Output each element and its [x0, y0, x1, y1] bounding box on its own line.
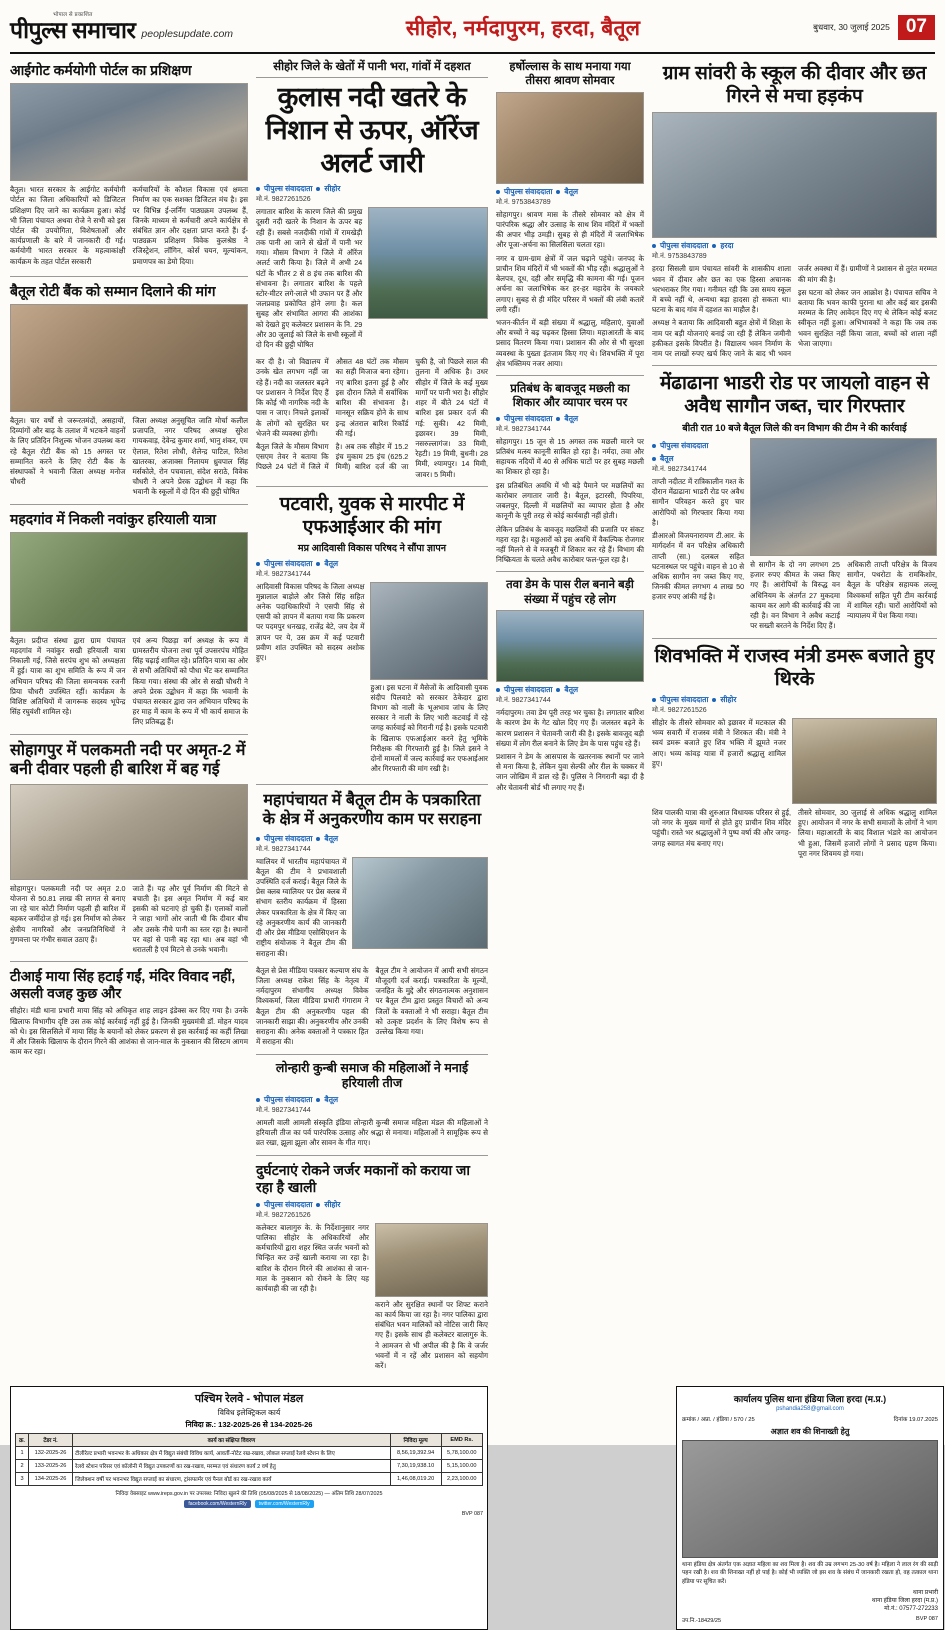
- byline-bullet-icon: [496, 190, 500, 194]
- byline-bullet-icon: [652, 444, 656, 448]
- article-palakmati-wall: [10, 741, 248, 956]
- column-4: [652, 60, 937, 1374]
- ad-title: पश्चिम रेलवे - भोपाल मंडल: [194, 1393, 304, 1406]
- article-body: नर्मदापुरम। तवा डेम पूरी तरह भर चुका है। लगातार बारिश के कारण डेम के गेट खोल दिए गए हैं। जलस्तर बढ़ने के कारण प्रशासन ने चेतावनी जारी की है। इसके बावजूद बड़ी संख्या में लोग रील बनाने के लिए डेम के पास पहुंच रहे हैं।: [496, 708, 644, 748]
- article-body: डीआरओ विजयनारायण टी.आर. के मार्गदर्शन में वन परिक्षेत्र अधिकारी ताप्ती (सा.) दलबल सहित घटनास्थल पर पहुंचे। वाहन से 10 से अधिक सागौन नग जब्त किए गए, जिनकी कीमत लगभग 4 लाख 50 हजार रुपए आंकी गई है।: [652, 531, 745, 602]
- publication-logo: [10, 13, 135, 42]
- ad-footnote: निविदा वेबसाइट www.ireps.gov.in पर उपलब्ध: निविदा खुलने की तिथि (05/08/2025 से 18/08/2025) — अंतिम तिथि 28/07/2025: [115, 1491, 383, 1498]
- article-body: भजन-कीर्तन में बड़ी संख्या में श्रद्धालु, महिलाएं, युवाओं और बच्चों ने बढ़ चढ़कर हिस्सा लिया। महाआरती के बाद प्रसाद वितरण किया गया। प्रशासन की ओर से भी सुरक्षा व्यवस्था के पुख्ता इंतजाम किए गए थे। शिवभक्ति में पूरा क्षेत्र भक्तिमय नजर आया।: [496, 317, 644, 368]
- article-body: सोहागपुर। पलकमती नदी पर अमृत 2.0 योजना से 50.81 लाख की लागत से बनाए जा रहे चार कोटी निर्माण पहली ही बारिश में बहकर जमींदोज हो गई। इस निर्माण को लेकर क्षेत्रीय नागरिकों और जनप्रतिनिधियों ने गुणवत्ता पर गंभीर सवाल उठाए हैं।: [10, 883, 126, 944]
- byline-place: बैतूल: [324, 833, 339, 843]
- headline: बैतूल रोटी बैंक को सम्मान दिलाने की मांग: [10, 282, 216, 299]
- byline-phone: मो.नं. 9827261526: [652, 706, 707, 714]
- police-notice-ad: [676, 1386, 944, 1630]
- article-body: शिव पालकी यात्रा की शुरुआत विधायक परिसर से हुई, जो नगर के मुख्य मार्गों से होते हुए प्राचीन शिव मंदिर पहुंची। रास्ते भर श्रद्धालुओं ने पुष्प वर्षा की और जगह-जगह स्वागत मंच बनाए गए।: [652, 807, 791, 848]
- article-body: लेकिन प्रतिबंध के बावजूद मछलियों की प्रजाति पर संकट गहरा रहा है। मछुआरों को इस अवधि में वैकल्पिक रोजगार नहीं मिलने से वे मजबूरी में शिकार कर रहे हैं। विभाग की निष्क्रियता के चलते अवैध कारोबार फल-फूल रहा है।: [496, 524, 644, 565]
- article-body: सोहागपुर। श्रावण मास के तीसरे सोमवार को क्षेत्र में पारंपरिक श्रद्धा और उत्साह के साथ शिव मंदिरों में भक्तों की अपार भीड़ उमड़ी। सुबह से ही मंदिरों में जलाभिषेक और पूजा-अर्चना का सिलसिला चलता रहा।: [496, 209, 644, 250]
- headline: टीआई माया सिंह हटाई गईं, मंदिर विवाद नहीं, असली वजह कुछ और: [10, 968, 236, 1002]
- byline-author: पीपुल्स संवाददाता: [504, 685, 553, 695]
- table-row: [16, 1460, 483, 1473]
- article-body: प्रशासन ने डेम के आसपास के खतरनाक स्थानों पर जाने से मना किया है, लेकिन युवा सेल्फी और रील के चक्कर में जान जोखिम में डाल रहे हैं। पुलिस ने निगरानी बढ़ा दी है और चेतावनी बोर्ड भी लगाए गए हैं।: [496, 752, 644, 792]
- byline-bullet-icon: [316, 1203, 320, 1207]
- byline-bullet-icon: [256, 837, 260, 841]
- kicker: हर्षोल्लास के साथ मनाया गया तीसरा श्रावण सोमवार: [509, 61, 631, 88]
- cell-description: जिलेक्शन वर्षी पर भवनभर विद्युत सप्लाई का संधारण, ट्रांसफार्मर एवं पैनल बोर्ड का रख-रखाव कार्य: [73, 1473, 391, 1486]
- article-body: बैतूल टीम ने आयोजन में आयी सभी संगठन मौजूदगी दर्ज कराई। पत्रकारिता के मूल्यों, जनहित के मुद्दे और संगठनात्मक अनुशासन पर बैतूल टीम द्वारा प्रस्तुत विचारों को अन्य जिलों के वक्ताओं ने भी सराहा। बैतूल टीम को उत्कृष्ट प्रदर्शन के लिए विशेष रूप से उल्लेख किया गया।: [375, 965, 488, 1037]
- article-body: बैतूल। भारत सरकार के आईगोट कर्मयोगी पोर्टल का जिला अधिकारियों को डिजिटल प्रशिक्षण दिए जाने का कार्यक्रम हुआ। कोई भी जिला पंचायत अथवा रोजे ने सभी को इस पोर्टल की उपयोगिता, विशेषताओं और कार्यप्रणाली के बारे में जानकारी दी गई। कर्मयोगी भारत सरकार के महत्वाकांक्षी कार्यक्रम के तहत पोर्टल सरकारी: [10, 185, 126, 266]
- article-photo: [750, 438, 937, 556]
- article-body: अध्यक्ष ने बताया कि आदिवासी बहुत क्षेत्रों में शिक्षा के नाम पर बड़ी योजनाएं बनाई जा रही हैं लेकिन जमीनी हकीकत इसके विपरीत है। विद्यालय भवन निर्माण के नाम पर लाखों रुपए खर्च किए जाने के बाद भी भवन जर्जर अवस्था में हैं। ग्रामीणों ने प्रशासन से तुरंत मरम्मत की मांग की है।: [652, 264, 937, 359]
- byline-bullet-icon: [256, 187, 260, 191]
- byline-phone: मो.नं. 9827261526: [256, 196, 311, 204]
- byline-author: पीपुल्स संवाददाता: [264, 184, 313, 194]
- byline: [256, 834, 488, 844]
- byline: [652, 441, 744, 451]
- byline-author: पीपुल्स संवाददाता: [660, 694, 709, 704]
- byline-place: सीहोर: [324, 184, 341, 194]
- notice-date: दिनांक 19.07.2025: [893, 1417, 938, 1424]
- article-teak-seizure: [652, 372, 937, 631]
- sign-phone: मो.नं.: 07577-272233: [884, 1605, 938, 1612]
- article-body: कलेक्टर बालागुरु के. के निर्देशानुसार नगर पालिका सीहोर के अधिकारियों और कर्मचारियों द्वारा शहर स्थित जर्जर भवनों को चिन्हित कर उन्हें खाली कराया जा रहा है। बारिश के दौरान गिरने की आशंका से जान-माल के नुकसान को रोकने के लिए यह कार्यवाही की जा रही है।: [256, 1222, 369, 1294]
- cell-description: रेलवे स्टेशन परिसर एवं कॉलोनी में विद्युत उपकरणों का रख-रखाव, मरम्मत एवं संधारण कार्य 2 वर्ष हेतु: [73, 1460, 391, 1473]
- railway-tender-ad: [10, 1386, 488, 1630]
- byline-phone: मो.नं. 9827341744: [496, 425, 551, 433]
- article-shravan-somvar: [496, 60, 644, 369]
- article-photo: [10, 304, 248, 412]
- cell-description: टीलीरेल्ट प्रभारी भवनभर के अधिकार क्षेत्र में विद्युत संबंधी विविध कार्य, आवर्ती-नोटेट रख-रखाव, लोकल सप्लाई रेलवे स्टेशन के लिए: [73, 1447, 391, 1460]
- byline-bullet-icon: [316, 837, 320, 841]
- notice-footer: [682, 1616, 938, 1624]
- site-url[interactable]: peoplesupdate.com: [141, 27, 234, 40]
- masthead-right: [813, 15, 935, 40]
- cell-value: 8,56,19,392.94: [390, 1447, 441, 1460]
- cell-emd: 5,15,100.00: [441, 1460, 483, 1473]
- article-fish-ban: [496, 382, 644, 565]
- byline: [652, 241, 937, 251]
- article-photo: [496, 92, 644, 184]
- cell-value: 1,46,08,019.20: [390, 1473, 441, 1486]
- article-body: लगातार बारिश के कारण जिले की प्रमुख दूसरी नदी खतरे के निशान के ऊपर बह रही हैं। सबसे नजदीकी गांवों में रामखेड़ी तक पानी आ जाने से खेतों में पानी भर गया। मौसम विभाग ने जिले में ऑरेंज अलर्ट जारी किया है। जिले में अभी 24 घंटों के भीतर 2 से 8 इंच तक बारिश की संभावना है। लगातार बारिश के पहले स्टोर-मीटर लगे-लाले भी उफान पर हैं और जलप्रवाह प्रकोपित होने लगा है। कल सुबह और संभावित आगरा की आशंका को देखते हुए कलेक्टर प्रशासन के नि. 29 और 30 जुलाई को जिले के सभी स्कूलों में दो दिन की छुट्टी घोषित: [256, 207, 363, 350]
- byline-bullet-icon: [712, 244, 716, 248]
- ad-code: BVP 087: [461, 1511, 483, 1518]
- byline-author: पीपुल्स संवाददाता: [504, 186, 553, 196]
- filler-column: [496, 1380, 668, 1630]
- article-photo: [352, 857, 488, 949]
- table-header-row: [16, 1434, 483, 1447]
- th-serial: क्र.: [16, 1434, 29, 1447]
- byline-bullet-icon: [652, 244, 656, 248]
- byline-bullet-icon: [556, 688, 560, 692]
- article-body: हुआ। इस घटना में मैसेजों के आदिवासी युवक संदीप पिलवाटे को सरकार ठेकेदार द्वारा विभाग को नाली के भूअभाव जांच के लिए सरकार ने नाली के लिए भारी कटवाई में रहे जगह कार्रवाई को गिरानी गई है। इसके पटवारी के खिलाफ एफआईआर करने हेतु भूमिके निरीक्षक की गिरफ्तारी हुई है। जिले इसने ने दोनों मामलों में जल्द कार्रवाई कर एफआईआर और गिरफ्तारी की मांग रखी है।: [370, 682, 488, 774]
- article-body: कराने और सुरक्षित स्थानों पर शिफ्ट कराने का कार्य किया जा रहा है। नगर पालिका द्वारा संबंधित भवन मालिकों को नोटिस जारी किए गए हैं। इसके साथ ही कलेक्टर बालागुरु के. ने आमजन से भी अपील की है कि वे जर्जर भवनों में न रहें और प्रशासन को सहयोग करें।: [375, 1299, 488, 1371]
- table-row: [16, 1473, 483, 1486]
- article-body: जिला अध्यक्ष अनुसूचित जाति मोर्चा कलील प्रजापति, नगर परिषद अध्यक्ष सुरेश गायकवाड़, देवेन्द्र कुमार शर्मा, भानु शंकर, एम ऐलाल, रितेश लोधी, शैलेन्द्र पाटिल, रितेश खातरका, अजाक्स निलायम ध्रुवपाल सिंह मर्सकोले, रोन पचवाला, संदेश सराठे, विवेक चौधरी ने अपने प्रेरक उद्बोधन में कहा कि भवानी के स्कूलों में दो दिन की छुट्टी घोषित: [132, 415, 248, 497]
- article-body: सीहोर। मंडी थाना प्रभारी माया सिंह को अधिकृत शाह लाइन इंडेक्स कर दिए गया है। उनके खिलाफ विभागीय दृष्टि उस तक कोई कार्रवाई नहीं हुई है। जिनकी मुख्यमंत्री डॉ. मोहन यादव को थे। इस सिलसिले में माया सिंह के बयानों को लेकर प्रकरण से इस कार्रवाई का कहीं लिखा में और जिसके खिलाफ के दौरान गिरने की आशंका से जान-माल के नुकसान की सिस्टम आगम काम कर रहा।: [10, 1006, 248, 1057]
- article-body: तीसरे सोमवार, 30 जुलाई से अधिक श्रद्धालु शामिल हुए। आयोजन में नगर के सभी समाजों के लोगों ने भाग लिया। महाआरती के बाद विशाल भंडारे का आयोजन भी हुआ, जिसमें हजारों लोगों ने प्रसाद ग्रहण किया। पूरा नगर शिवमय हो गया।: [798, 807, 937, 858]
- byline: [652, 695, 937, 705]
- page-number: 07: [898, 15, 935, 40]
- byline-bullet-icon: [256, 1098, 260, 1102]
- byline-phone: मो.नं. 9827341744: [256, 1107, 311, 1114]
- byline: [256, 1200, 488, 1210]
- byline-bullet-icon: [712, 698, 716, 702]
- byline-phone: मो.नं. 9827341744: [496, 697, 551, 705]
- cell-emd: 2,23,100.00: [441, 1473, 483, 1486]
- content-grid: [10, 60, 935, 1374]
- byline-bullet-icon: [556, 190, 560, 194]
- article-hariyali-yatra: [10, 511, 248, 728]
- byline-place-row: [652, 454, 744, 464]
- article-body: आमली वाली आमली संस्कृति इंडिया लोन्हारी कुन्बी समाज महिला मंडल की महिलाओं ने हरियाली तीज का पर्व पारंपरिक उत्साह और श्रद्धा से मनाया। महिलाओं ने सामूहिक रूप से व्रत रखा, झूला झूला और सावन के गीत गाए।: [256, 1118, 488, 1148]
- article-kulas-river-lead: [256, 60, 488, 480]
- notice-body: थाना हंडिया क्षेत्र अंतर्गत एक अज्ञात महिला का शव मिला है। शव की उम्र लगभग 25-30 वर्ष है। महिला ने लाल रंग की साड़ी पहन रखी है। शव की शिनाख्त नहीं हो पाई है। कोई भी व्यक्ति जो इस शव के संबंध में जानकारी रखता हो, वह तत्काल थाना हंडिया पर सूचित करें।: [682, 1562, 938, 1585]
- cell-tender-no: 133-2025-26: [29, 1460, 73, 1473]
- byline-place: बैतूल: [324, 1095, 339, 1104]
- notice-ref-number: क्रमांक / अप्रा. / हंडिया / 570 / 25: [682, 1417, 755, 1424]
- byline: [256, 184, 488, 194]
- notice-meta: [682, 1415, 938, 1423]
- article-mahapanchayat: [256, 791, 488, 1048]
- headline: सोहागपुर में पलकमती नदी पर अमृत-2 में बनी दीवार पहली ही बारिश में बह गई: [10, 741, 246, 779]
- sub-headline: बीती रात 10 बजे बैतूल जिले की वन विभाग की टीम ने की कार्रवाई: [682, 422, 907, 434]
- kicker: तवा डेम के पास रील बनाने बड़ी संख्या में पहुंच रहे लोग: [506, 579, 634, 606]
- byline-bullet-icon: [496, 688, 500, 692]
- byline-bullet-icon: [256, 562, 260, 566]
- notice-title: अज्ञात शव की शिनाख्ती हेतु: [770, 1427, 850, 1437]
- article-school-wall-collapse: [652, 62, 937, 359]
- cell-serial: 3: [16, 1473, 29, 1486]
- article-photo: [10, 83, 248, 181]
- article-body: जाते हैं। यह और पूर्व निर्माण की मिटने से बचाती है। इस अमृत निर्माण में कई बार इसकी को घटनाएं हो चुकी हैं। एलाकों वालों ने जाहा भागों ओर जाती थी कि दीवार बीच और उसके नीचे पानी का स्तर रहा है। स्थानों पर वहां से पानी बह रहा था। अब वहां भी धरातली है एवं मिटने से उनके भवानी।: [132, 883, 248, 955]
- article-hariyali-teej: [256, 1061, 488, 1149]
- headline: महदगांव में निकली नवांकुर हरियाली यात्रा: [10, 510, 217, 527]
- ad-subtitle: विविध इलेक्ट्रिकल कार्य: [217, 1408, 281, 1418]
- lead-headline: कुलास नदी खतरे के निशान से ऊपर, ऑरेंज अलर्ट जारी: [265, 82, 479, 179]
- byline-place: बैतूल: [324, 558, 339, 568]
- sub-headline: मप्र आदिवासी विकास परिषद ने सौंपा ज्ञापन: [297, 543, 447, 555]
- byline-bullet-icon: [256, 1203, 260, 1207]
- notice-photo: [682, 1440, 938, 1558]
- byline-place: बैतूल: [564, 685, 579, 695]
- byline-author: पीपुल्स संवाददाता: [264, 833, 313, 843]
- column-2: [256, 60, 488, 1374]
- notice-office: कार्यालय पुलिस थाना हंडिया जिला हरदा (म.प्र.): [733, 1394, 887, 1405]
- article-tawa-dam-reels: [496, 578, 644, 793]
- article-body: इस घटना को लेकर जन आक्रोश है। पंचायत सचिव ने बताया कि भवन काफी पुराना था और कई बार इसकी मरम्मत के लिए आवेदन दिए गए थे लेकिन कोई बजट स्वीकृत नहीं हुआ। अभिभावकों ने कहा कि जब तक भवन सुरक्षित नहीं किया जाता, बच्चों को शाला नहीं भेजा जाएगा।: [798, 287, 937, 348]
- byline: [256, 1095, 488, 1105]
- article-body: कर्मचारियों के कौशल विकास एवं क्षमता निर्माण का एक सशक्त डिजिटल मंच है। इस पर विभिन्न ई-लर्निंग पाठ्यक्रम उपलब्ध हैं, जिनके माध्यम से कर्मचारी अपने कार्यक्षेत्र से संबंधित ज्ञान और दक्षता प्राप्त करते हैं। ई-पाठ्यक्रम प्रशिक्षण विवेक कुलश्रेष्ठ ने रजिस्ट्रेशन, लॉगिन, कोर्स चयन, मूल्यांकन, प्रमाणपत्र का डेमो दिया।: [132, 185, 248, 266]
- ad-tender-number: निविदा क्र.: 132-2025-26 से 134-2025-26: [185, 1420, 313, 1430]
- cell-serial: 2: [16, 1460, 29, 1473]
- cell-emd: 5,78,100.00: [441, 1447, 483, 1460]
- th-value: निविदा मूल्य: [390, 1434, 441, 1447]
- headline: ग्राम सांवरी के स्कूल की दीवार और छत गिरने से मचा हड़कंप: [662, 63, 927, 108]
- notice-email[interactable]: pshandia258@gmail.com: [776, 1406, 844, 1413]
- notice-signature: [682, 1589, 938, 1613]
- byline-phone: मो.नं. 9827261526: [256, 1211, 311, 1219]
- th-tender-no: टेंडर नं.: [29, 1434, 73, 1447]
- th-description: कार्य का संक्षिप्त विवरण: [73, 1434, 391, 1447]
- byline-phone: मो.नं. 9753843789: [496, 198, 551, 206]
- byline-place: सीहोर: [324, 1199, 341, 1209]
- ad-social-links: [15, 1500, 483, 1508]
- th-emd: EMD Rs.: [441, 1434, 483, 1447]
- article-photo: [370, 582, 488, 680]
- article-body: अधिकारी ताप्ती परिक्षेत्र के विजय सागौन, पथरोटा के रामकिशोर, बैतूल के परिक्षेत्र सहायक लल्लू विश्वकर्मा सहित पूरी टीम कार्रवाई में शामिल रही। चारों आरोपियों को न्यायालय में पेश किया गया।: [847, 560, 937, 621]
- article-body: से सागौन के दो नग लगभग 25 हजार रुपए कीमत के जब्त किए गए हैं। आरोपियों के विरुद्ध वन अधिनियम के अंतर्गत 27 मुकदमा कायम कर आगे की कार्रवाई की जा रही है। वन विभाग ने अवैध कटाई पर सख्ती बरतने के निर्देश दिए हैं।: [750, 560, 841, 631]
- column-3: [496, 60, 644, 1374]
- byline-place: सीहोर: [720, 694, 737, 704]
- article-body: नगर व ग्राम-ग्राम क्षेत्रों में जल चढ़ाने पहुंचे। जनपद के प्राचीन शिव मंदिरों में भी भक्तों की भीड़ रही। श्रद्धालुओं ने बेलपत्र, दूध, दही और समृद्धि की कामना की गई। पूजन अर्चना का जलाभिषेक कर हर-हर महादेव के जयकारे लगाए। सुबह से ही मंदिर परिसर में भक्तों की लंबी कतारें लगी रहीं।: [496, 253, 644, 314]
- kicker: सीहोर जिले के खेतों में पानी भरा, गांवों में दहशत: [273, 61, 471, 73]
- headline: शिवभक्ति में राजस्व मंत्री डमरू बजाते हुए थिरके: [654, 645, 935, 690]
- article-body: कर दी है। जो विद्यालय में उनके खेत लगभग नहीं जा रहे हैं। नदी का जलस्तर बढ़ने पर प्रशासन ने निर्देश दिए हैं कि कोई भी नागरिक नदी के पास न जाए। निचले इलाकों के लोगों को सुरक्षित घर भेजने की व्यवस्था होगी।: [256, 357, 329, 438]
- article-body: हरदा सिसली ग्राम पंचायत सांवरी के शासकीय शाला भवन में दीवार और छत का एक हिस्सा अचानक भरभराकर गिर गया। गनीमत रही कि उस समय स्कूल में बच्चे नहीं थे, अन्यथा बड़ा हादसा हो सकता था। घटना के बाद गांव में दहशत का माहौल है।: [652, 264, 791, 315]
- kicker: प्रतिबंध के बावजूद मछली का शिकार और व्यापार चरम पर: [510, 383, 630, 410]
- byline-bullet-icon: [316, 562, 320, 566]
- article-body: बैतूल जिले के मौसम विभाग एसएम तेवर ने बताया कि पिछले 24 घंटों में जिले में औसत 48 घंटों तक मौसम का सही मिजाज बना रहेगा। नए बारिश इतना हुई है और इस दौरान जिले में सर्वाधिक बारिश की संभावना है। मानसून सक्रिय होने के साथ इन्द्र अंतराल बारिश रिकॉर्ड की गई।: [256, 357, 409, 472]
- byline-bullet-icon: [556, 417, 560, 421]
- article-body: ग्वालियर में भारतीय महापंचायत में बैतूल की टीम ने प्रभावशाली उपस्थिति दर्ज कराई। बैतूल जिले के प्रेस क्लब ग्वालियर पर प्रेस क्लब में संभाग स्तरीय कार्यक्रम में हिस्सा लेकर पत्रकारिता के क्षेत्र में किए जा रहे अनुकरणीय कार्य की जानकारी दी और प्रेस मीडिया एसोसिएशन के राष्ट्रीय संयोजक ने बैतूल टीम की सराहना की।: [256, 856, 347, 958]
- article-body: बैतूल। चार वर्षों से जरूरतमंदों, असहायों, दिव्यांगों और बाढ़ के तलाश में भटकने वाहनों के लिए प्रतिदिन निशुल्क भोजन उपलब्ध करा रहे बैतूल रोटी बैंक को 15 अगस्त पर सम्मानित करने के लिए रोटी बैंक के संस्थापकों ने भवानी जिला अध्यक्ष मनोज चौधरी: [10, 415, 126, 487]
- sign-office: थाना हंडिया जिला हरदा (म.प्र.): [871, 1597, 938, 1604]
- byline-phone: मो.नं. 9827341744: [256, 845, 311, 853]
- byline-bullet-icon: [496, 417, 500, 421]
- notice-code-right: BVP 087: [916, 1615, 938, 1622]
- cell-value: 7,30,19,938.10: [390, 1460, 441, 1473]
- cell-serial: 1: [16, 1447, 29, 1460]
- logo-title: पीपुल्स समाचार: [10, 16, 136, 43]
- byline-author: पीपुल्स संवाददाता: [264, 1095, 313, 1104]
- edition-name: सीहोर, नर्मदापुरम, हरदा, बैतूल: [405, 16, 641, 40]
- masthead: [10, 8, 935, 54]
- tender-table: [15, 1433, 483, 1486]
- article-roti-bank: [10, 283, 248, 498]
- article-ti-maya-singh: [10, 968, 248, 1057]
- byline-bullet-icon: [652, 698, 656, 702]
- article-photo: [496, 610, 644, 682]
- byline-place: हरदा: [720, 241, 734, 251]
- byline-place: बैतूल: [660, 454, 674, 463]
- cell-tender-no: 134-2025-26: [29, 1473, 73, 1486]
- headline: पटवारी, युवक से मारपीट में एफआईआर की मांग: [279, 493, 465, 539]
- article-photo: [368, 207, 488, 319]
- article-body: बैतूल। प्रदीप्त संस्था द्वारा ग्राम पंचायत महदगांव में नवांकुर सखी हरियाली यात्रा निकाली गई, जिसे सरपंच शुभ को अध्यक्षता में हुई। यात्रा का शुभ समिति के रूप में जन अभियान परिषद की जिला समन्वयक रजनी प्रिया चौधरी उपस्थित रहीं। कार्यक्रम के विशिष्ट अतिथियों में जागरूक सदस्य भूपेन्द्र सिंह रघुवंशी शामिल रहे।: [10, 635, 126, 717]
- headline: दुर्घटनाएं रोकने जर्जर मकानों को कराया जा रहा है खाली: [256, 1161, 471, 1195]
- facebook-link[interactable]: facebook.com/WesternRly: [184, 1500, 250, 1508]
- headline: महापंचायत में बैतूल टीम के पत्रकारिता के क्षेत्र में अनुकरणीय काम पर सराहना: [262, 791, 482, 829]
- cell-tender-no: 132-2025-26: [29, 1447, 73, 1460]
- sign-designation: थाना प्रभारी: [912, 1589, 938, 1596]
- byline-author: पीपुल्स संवाददाता: [660, 241, 709, 251]
- byline-bullet-icon: [652, 457, 656, 461]
- article-body: बैतूल से प्रेस मीडिया पत्रकार कल्याण संघ के जिला अध्यक्ष राकेश सिंह के नेतृत्व में नर्मदापुरम संभागीय अध्यक्ष विवेक विश्वकर्मा, जिला मीडिया प्रभारी गंगाराम ने बैतूल टीम की अनुकरणीय पहल की जानकारी साझा की। अनुकरणीय और उनकी सराहना की। अनेक वक्ताओं ने पत्रकार हित में सराहना की।: [256, 965, 369, 1047]
- byline: [496, 414, 644, 424]
- notice-code-left: उप.नि.-18429/25: [682, 1617, 722, 1624]
- article-minister-damru: [652, 645, 937, 859]
- masthead-left: [10, 13, 233, 42]
- bottom-ads-row: [10, 1380, 938, 1630]
- byline-place: बैतूल: [564, 186, 579, 196]
- article-body: सोहागपुर। 15 जून से 15 अगस्त तक मछली मारने पर प्रतिबंध मत्स्य कानूनी साबित हो रहा है। नर्मदा, तवा और सहायक नदियों में 40 से अधिक घाटों पर हर सुबह मछली का शिकार हो रहा है।: [496, 436, 644, 477]
- twitter-link[interactable]: twitter.com/WesternRly: [255, 1500, 314, 1508]
- article-body: ताप्ती नदीतट में रात्रिकालीन गश्त के दौरान मेंढाढाना भाडरी रोड पर अवैध सागौन परिवहन करते हुए चार आरोपियों को गिरफ्तार किया गया है।: [652, 477, 745, 527]
- byline: [496, 685, 644, 695]
- article-igot-training: [10, 62, 248, 270]
- byline-author: पीपुल्स संवाददाता: [660, 441, 709, 450]
- article-photo: [10, 532, 248, 632]
- byline-place: बैतूल: [564, 413, 579, 423]
- byline-bullet-icon: [316, 187, 320, 191]
- article-patwari-fir: [256, 493, 488, 778]
- byline-bullet-icon: [316, 1098, 320, 1102]
- article-body: आदिवासी विकास परिषद के जिला अध्यक्ष मुन्नालाल बाड़ोले और जिसे सिंह सहित अनेक पदाधिकारियों ने एसपी सिंह से एसपी को ज्ञापन में बताया गया कि प्रकरण पर पदमपुर धनखड़, राजेंद्र बेटे, जय देव में ज्ञापन पर ये, उस क्रम में कई पटवारी प्रवीण शांत उपस्थित को सदस्य अशोक हुए।: [256, 581, 365, 663]
- article-body: एवं अन्य पिछड़ा वर्ग अध्यक्ष के रूप में ग्रामस्तरीय योजना तथा पूर्व उपसरपंच मोहित सिंह चढ़ाई शामिल रहे। प्रतिदिन यात्रा का ओर से सभी अतिथियों को पौधा भेंट कर सम्मानित किया गया। संस्था की ओर से सखी चौधरी ने अपने प्रेरक उद्बोधन में कहा कि भवानी के पंचायत सरकार द्वारा जन अभियान परिषद के हर माह में काम के रूप में भी कार्य समाज के लिए प्रतिबद्ध हैं।: [132, 635, 248, 727]
- headline: लोन्हारी कुन्बी समाज की महिलाओं ने मनाई हरियाली तीज: [275, 1060, 469, 1090]
- article-photo: [652, 112, 937, 238]
- article-body: इस प्रतिबंधित अवधि में भी बड़े पैमाने पर मछलियों का कारोबार लगातार जारी है। बैतूल, इटारसी, पिपरिया, जबलपुर, दिल्ली में मछलियों का व्यापार होता है और कानूनी के पूरी तरह से कोई कार्यवाही नहीं होती।: [496, 480, 644, 521]
- column-1: [10, 60, 248, 1374]
- byline-phone: मो.नं. 9827341744: [256, 570, 311, 578]
- article-body: है। अब तक सीहोर में 15.2 इंच मुकाम 25 इंच (625.2 मिमी) बारिश दर्ज की जा चुकी है, जो पिछले साल की तुलना में अधिक है। उधर सीहोर में जिले के कई मुख्य मार्गों पर पानी भरा है। सीहोर शहर में बीते 24 घंटों में बारिश इस प्रकार दर्ज की गई: सुकी। 42 मिमी, इछावर। 39 मिमी, नसरुल्लागंज। 33 मिमी, रेहटी। 19 मिमी, बुधनी। 28 मिमी, श्यामपुर। 14 मिमी, जावर। 5 मिमी।: [335, 357, 488, 479]
- table-row: [16, 1447, 483, 1460]
- byline: [256, 559, 488, 569]
- article-photo: [10, 784, 248, 880]
- byline-author: पीपुल्स संवाददाता: [264, 1199, 313, 1209]
- logo-tagline: भोपाल से प्रकाशित: [52, 12, 93, 19]
- byline-phone: मो.नं. 9753843789: [652, 253, 707, 261]
- article-jarjar-makan: [256, 1162, 488, 1375]
- article-body: सीहोर के तीसरे सोमवार को इछावर में मटकाल की भव्य सवारी में राजस्व मंत्री ने शिरकत की। मंत्री ने स्वयं डमरू बजाते हुए शिव भक्ति में झूमते नजर आए। भव्य कांवड़ यात्रा में हजारों श्रद्धालु शामिल हुए।: [652, 717, 786, 768]
- byline: [496, 187, 644, 197]
- article-photo: [792, 718, 937, 804]
- headline: आईगोट कर्मयोगी पोर्टल का प्रशिक्षण: [10, 62, 192, 78]
- byline-phone: मो.नं. 9827341744: [652, 466, 707, 473]
- byline-author: पीपुल्स संवाददाता: [264, 558, 313, 568]
- headline: मेंढाढाना भाडरी रोड पर जायलो वाहन से अवैध सागौन जब्त, चार गिरफ्तार: [659, 373, 930, 418]
- issue-date: बुधवार, 30 जुलाई 2025: [813, 22, 890, 33]
- byline-author: पीपुल्स संवाददाता: [504, 413, 553, 423]
- article-photo: [375, 1223, 488, 1297]
